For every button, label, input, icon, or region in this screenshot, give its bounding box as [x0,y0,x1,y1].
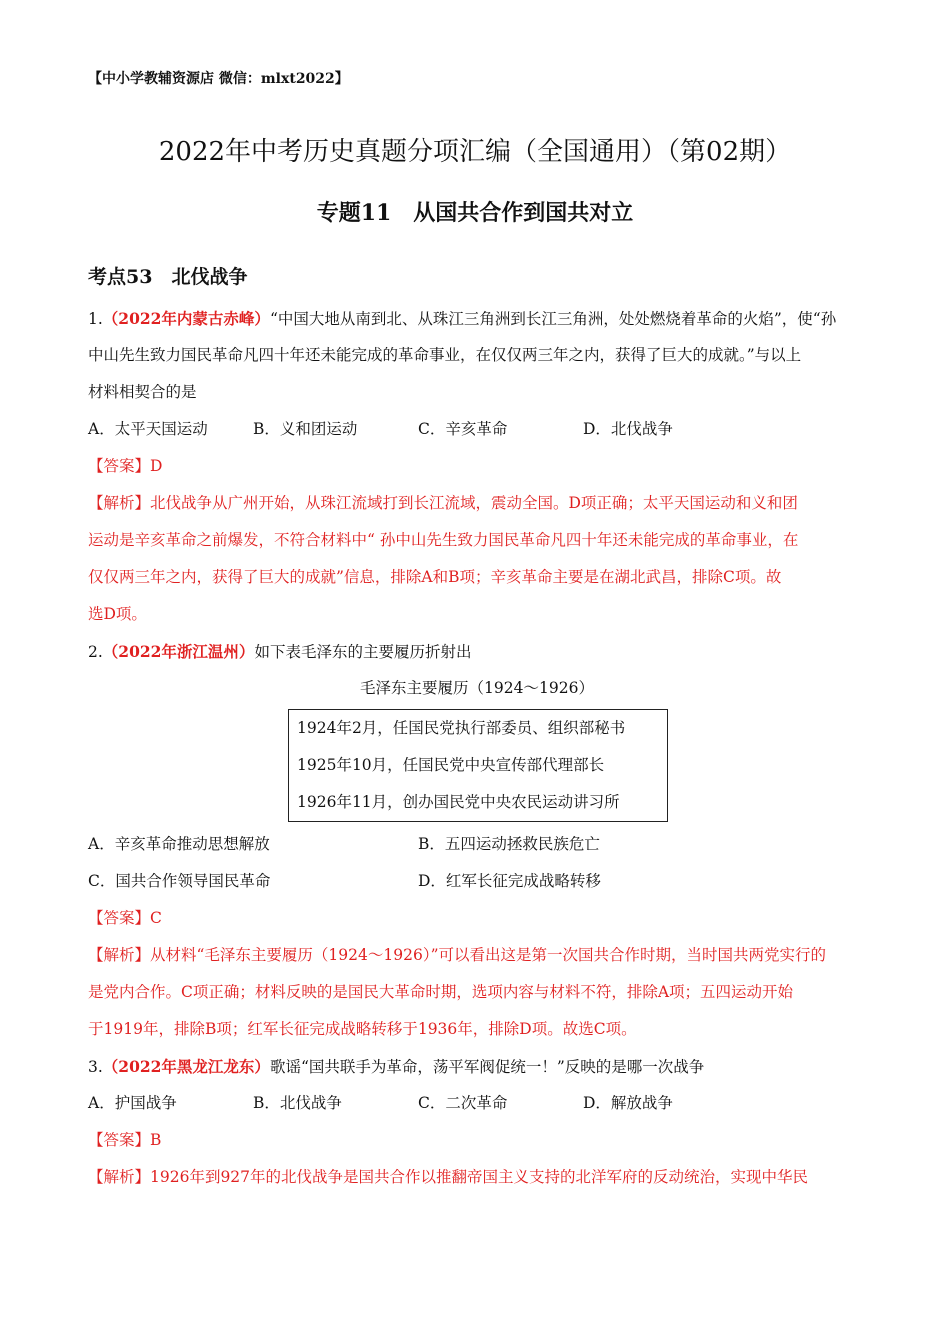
analysis-line: 【解析】从材料“毛泽东主要履历（1924～1926）”可以看出这是第一次国共合作时期，当时国共两党实行的 [88,946,826,964]
option-b: B．义和团运动 [253,420,358,438]
options-row [88,411,866,448]
analysis-line: 是党内合作。C项正确；材料反映的是国民大革命时期，选项内容与材料不符，排除A项；五四运动开始 [88,983,794,1001]
option-b: B．北伐战争 [253,1094,342,1112]
options-row [88,826,866,863]
answer: 【答案】B [88,1131,162,1149]
document-subtitle: 专题11 从国共合作到国共对立 [316,200,634,226]
answer: 【答案】C [88,909,162,927]
option-c: C．国共合作领导国民革命 [88,872,271,890]
table-row: 1925年10月，任国民党中央宣传部代理部长 [297,756,605,774]
option-a: A．太平天国运动 [88,420,208,438]
analysis-line: 运动是辛亥革命之前爆发，不符合材料中“ 孙中山先生致力国民革命凡四十年还未能完成的革命事业，在 [88,531,799,549]
question-stem: 如下表毛泽东的主要履历折射出 [254,643,472,661]
question-stem: 歌谣“国共联手为革命，荡平军阀促统一！”反映的是哪一次战争 [269,1058,705,1076]
question-number: 3. [88,1058,103,1076]
question-stem-line: 材料相契合的是 [88,383,197,401]
analysis-line: 【解析】北伐战争从广州开始，从珠江流域打到长江流域，震动全国。D项正确；太平天国运动和义和团 [88,494,798,512]
question-1 [88,300,866,633]
question-source: （2022年内蒙古赤峰） [102,309,270,328]
analysis-line: 仅仅两三年之内，获得了巨大的成就”信息，排除A和B项；辛亥革命主要是在湖北武昌，排除C项。故 [88,568,782,586]
table-row: 1924年2月，任国民党执行部委员、组织部秘书 [297,719,626,737]
question-2 [88,633,866,1048]
question-source: （2022年黑龙江龙东） [102,1057,270,1076]
question-number: 2. [88,643,103,661]
question-3 [88,1048,866,1196]
option-b: B．五四运动拯救民族危亡 [418,835,600,853]
option-d: D．红军长征完成战略转移 [418,872,601,890]
analysis-line: 于1919年，排除B项；红军长征完成战略转移于1936年，排除D项。故选C项。 [88,1020,637,1038]
header-note: 【中小学教辅资源店 微信：mlxt2022】 [88,71,349,87]
option-a: A．护国战争 [88,1094,177,1112]
resume-table [288,709,668,822]
option-d: D．解放战争 [583,1094,673,1112]
table-row: 1926年11月，创办国民党中央农民运动讲习所 [297,793,620,811]
questions-content [88,300,866,1196]
options-row [88,863,866,900]
analysis-line: 选D项。 [88,605,147,623]
option-a: A．辛亥革命推动思想解放 [88,835,270,853]
question-source: （2022年浙江温州） [102,642,255,661]
question-stem-line: 中山先生致力国民革命凡四十年还未能完成的革命事业，在仅仅两三年之内，获得了巨大的成就。”与以上 [88,346,802,364]
analysis-line: 【解析】1926年到927年的北伐战争是国共合作以推翻帝国主义支持的北洋军府的反动统治，实现中华民 [88,1168,809,1186]
table-caption: 毛泽东主要履历（1924～1926） [360,679,594,697]
question-stem: “中国大地从南到北、从珠江三角洲到长江三角洲，处处燃烧着革命的火焰”，使“孙 [269,310,837,328]
question-number: 1. [88,310,103,328]
section-title: 考点53 北伐战争 [88,266,248,288]
answer: 【答案】D [88,457,163,475]
option-c: C．辛亥革命 [418,420,508,438]
option-d: D．北伐战争 [583,420,673,438]
document-title: 2022年中考历史真题分项汇编（全国通用）（第02期） [158,137,792,167]
option-c: C．二次革命 [418,1094,508,1112]
options-row [88,1085,866,1122]
